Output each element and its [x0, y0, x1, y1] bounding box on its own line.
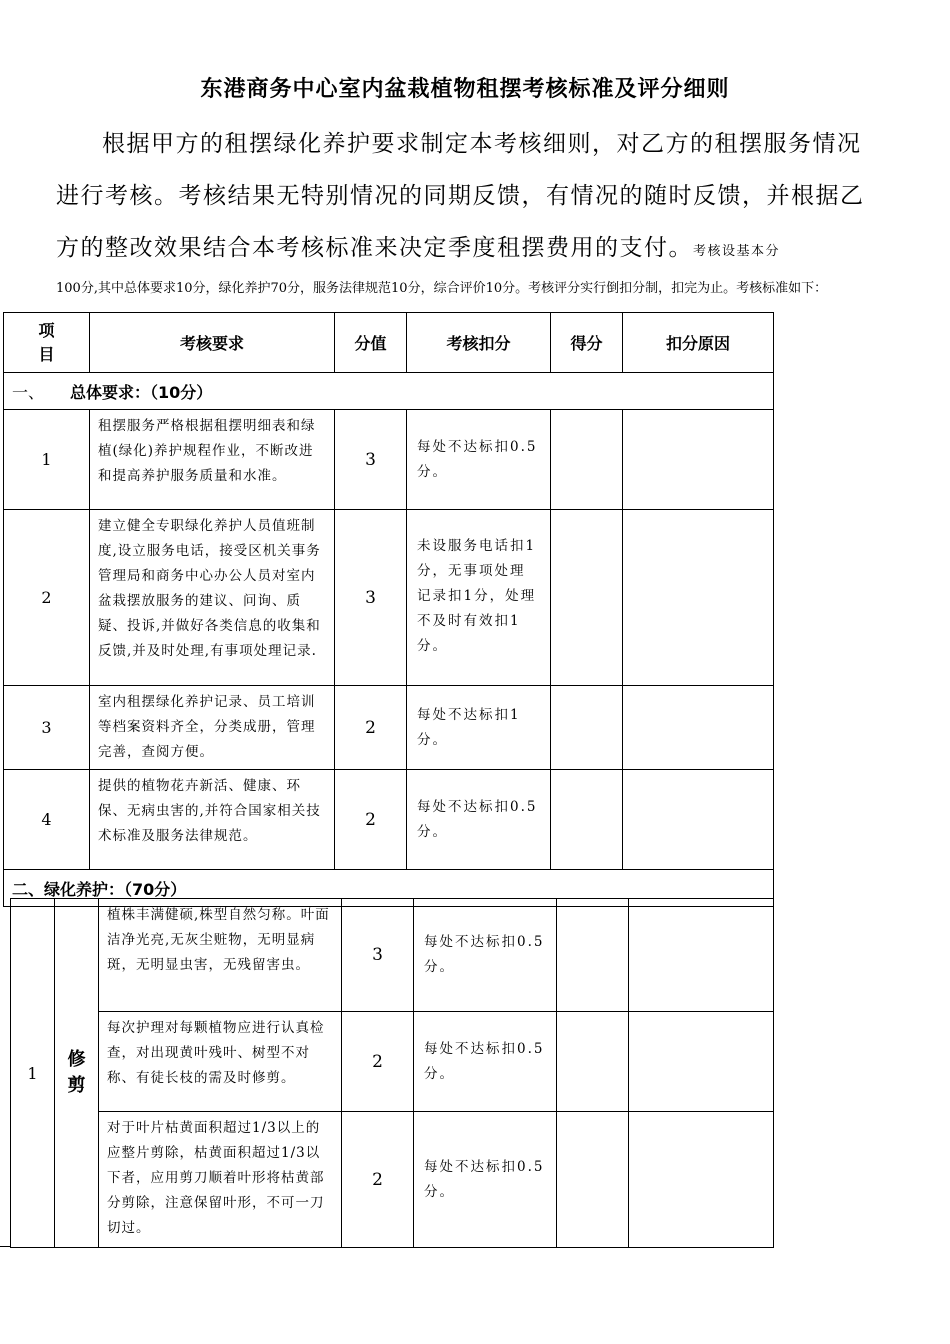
row-reason-cell[interactable]: [623, 510, 774, 686]
table-row: [4, 770, 774, 870]
header-score: 分值: [335, 313, 407, 373]
row-deduction: 每处不达标扣1分。: [407, 686, 551, 770]
section2-label: 二、绿化养护：（70分）: [4, 870, 774, 907]
row-got-cell[interactable]: [557, 1012, 629, 1112]
header-got: 得分: [551, 313, 623, 373]
section-heading-1: [4, 373, 774, 410]
row-score: 2: [335, 770, 407, 870]
row-score: 2: [342, 1012, 414, 1112]
intro-paragraph: [56, 118, 876, 304]
group-name: 修剪: [55, 899, 99, 1248]
document-title: 东港商务中心室内盆栽植物租摆考核标准及评分细则: [200, 77, 730, 102]
row-deduction: 每处不达标扣0.5分。: [414, 1112, 557, 1248]
header-reason: 扣分原因: [623, 313, 774, 373]
row-requirement: 租摆服务严格根据租摆明细表和绿植(绿化)养护规程作业，不断改进和提高养护服务质量和水准。: [90, 410, 335, 510]
row-got-cell[interactable]: [557, 1112, 629, 1248]
row-deduction: 每处不达标扣0.5分。: [414, 899, 557, 1012]
table-row: [4, 686, 774, 770]
row-requirement: 建立健全专职绿化养护人员值班制度,设立服务电话，接受区机关事务管理局和商务中心办公人员对室内盆栽摆放服务的建议、问询、质疑、投诉,并做好各类信息的收集和反馈,并及时处理,有事项处理记录.: [90, 510, 335, 686]
margin-mark: [0, 1246, 10, 1247]
row-reason-cell[interactable]: [629, 899, 774, 1012]
row-got-cell[interactable]: [551, 510, 623, 686]
row-got-cell[interactable]: [551, 686, 623, 770]
row-deduction: 每处不达标扣0.5分。: [414, 1012, 557, 1112]
row-deduction: 每处不达标扣0.5分。: [407, 410, 551, 510]
row-requirement: 植株丰满健硕,株型自然匀称。叶面洁净光亮,无灰尘赃物，无明显病斑，无明显虫害，无残留害虫。: [99, 899, 342, 1012]
row-requirement: 每次护理对每颗植物应进行认真检查，对出现黄叶残叶、树型不对称、有徒长枝的需及时修剪。: [99, 1012, 342, 1112]
intro-small-text-b: 100分,其中总体要求10分，绿化养护70分，服务法律规范10分，综合评价10分。考核评分实行倒扣分制，扣完为止。考核标准如下：: [56, 281, 828, 296]
assessment-table-pruning: [10, 898, 774, 1248]
row-reason-cell[interactable]: [623, 770, 774, 870]
row-reason-cell[interactable]: [629, 1112, 774, 1248]
row-number: 1: [4, 410, 90, 510]
row-number: 3: [4, 686, 90, 770]
row-got-cell[interactable]: [551, 770, 623, 870]
section1-label: 总体要求：（10分）: [70, 382, 213, 402]
row-reason-cell[interactable]: [629, 1012, 774, 1112]
section1-prefix: 一、: [12, 382, 45, 402]
group-number: 1: [11, 899, 55, 1248]
header-item: 项目: [4, 313, 90, 373]
row-score: 3: [335, 510, 407, 686]
row-deduction: 未设服务电话扣1分，无事项处理记录扣1分，处理不及时有效扣1分。: [407, 510, 551, 686]
assessment-table-top: [3, 312, 774, 907]
row-number: 2: [4, 510, 90, 686]
header-requirement: 考核要求: [90, 313, 335, 373]
row-score: 2: [335, 686, 407, 770]
header-deduction: 考核扣分: [407, 313, 551, 373]
intro-small-text-a: 考核设基本分: [693, 244, 781, 259]
row-deduction: 每处不达标扣0.5分。: [407, 770, 551, 870]
row-requirement: 提供的植物花卉新活、健康、环保、无病虫害的,并符合国家相关技术标准及服务法律规范。: [90, 770, 335, 870]
row-score: 3: [342, 899, 414, 1012]
row-requirement: 室内租摆绿化养护记录、员工培训等档案资料齐全，分类成册，管理完善，查阅方便。: [90, 686, 335, 770]
row-score: 2: [342, 1112, 414, 1248]
intro-large-text: 根据甲方的租摆绿化养护要求制定本考核细则，对乙方的租摆服务情况进行考核。考核结果无特别情况的同期反馈，有情况的随时反馈，并根据乙方的整改效果结合本考核标准来决定季度租摆费用的支付。: [56, 131, 865, 261]
row-got-cell[interactable]: [551, 410, 623, 510]
table-row: [11, 1012, 774, 1112]
row-score: 3: [335, 410, 407, 510]
row-number: 4: [4, 770, 90, 870]
row-got-cell[interactable]: [557, 899, 629, 1012]
table-row: [4, 410, 774, 510]
table-row: [4, 510, 774, 686]
row-reason-cell[interactable]: [623, 686, 774, 770]
row-reason-cell[interactable]: [623, 410, 774, 510]
row-requirement: 对于叶片枯黄面积超过1/3以上的应整片剪除，枯黄面积超过1/3以下者，应用剪刀顺着叶形将枯黄部分剪除，注意保留叶形，不可一刀切过。: [99, 1112, 342, 1248]
table-row: [11, 899, 774, 1012]
table-row: [11, 1112, 774, 1248]
table-header-row: [4, 313, 774, 373]
